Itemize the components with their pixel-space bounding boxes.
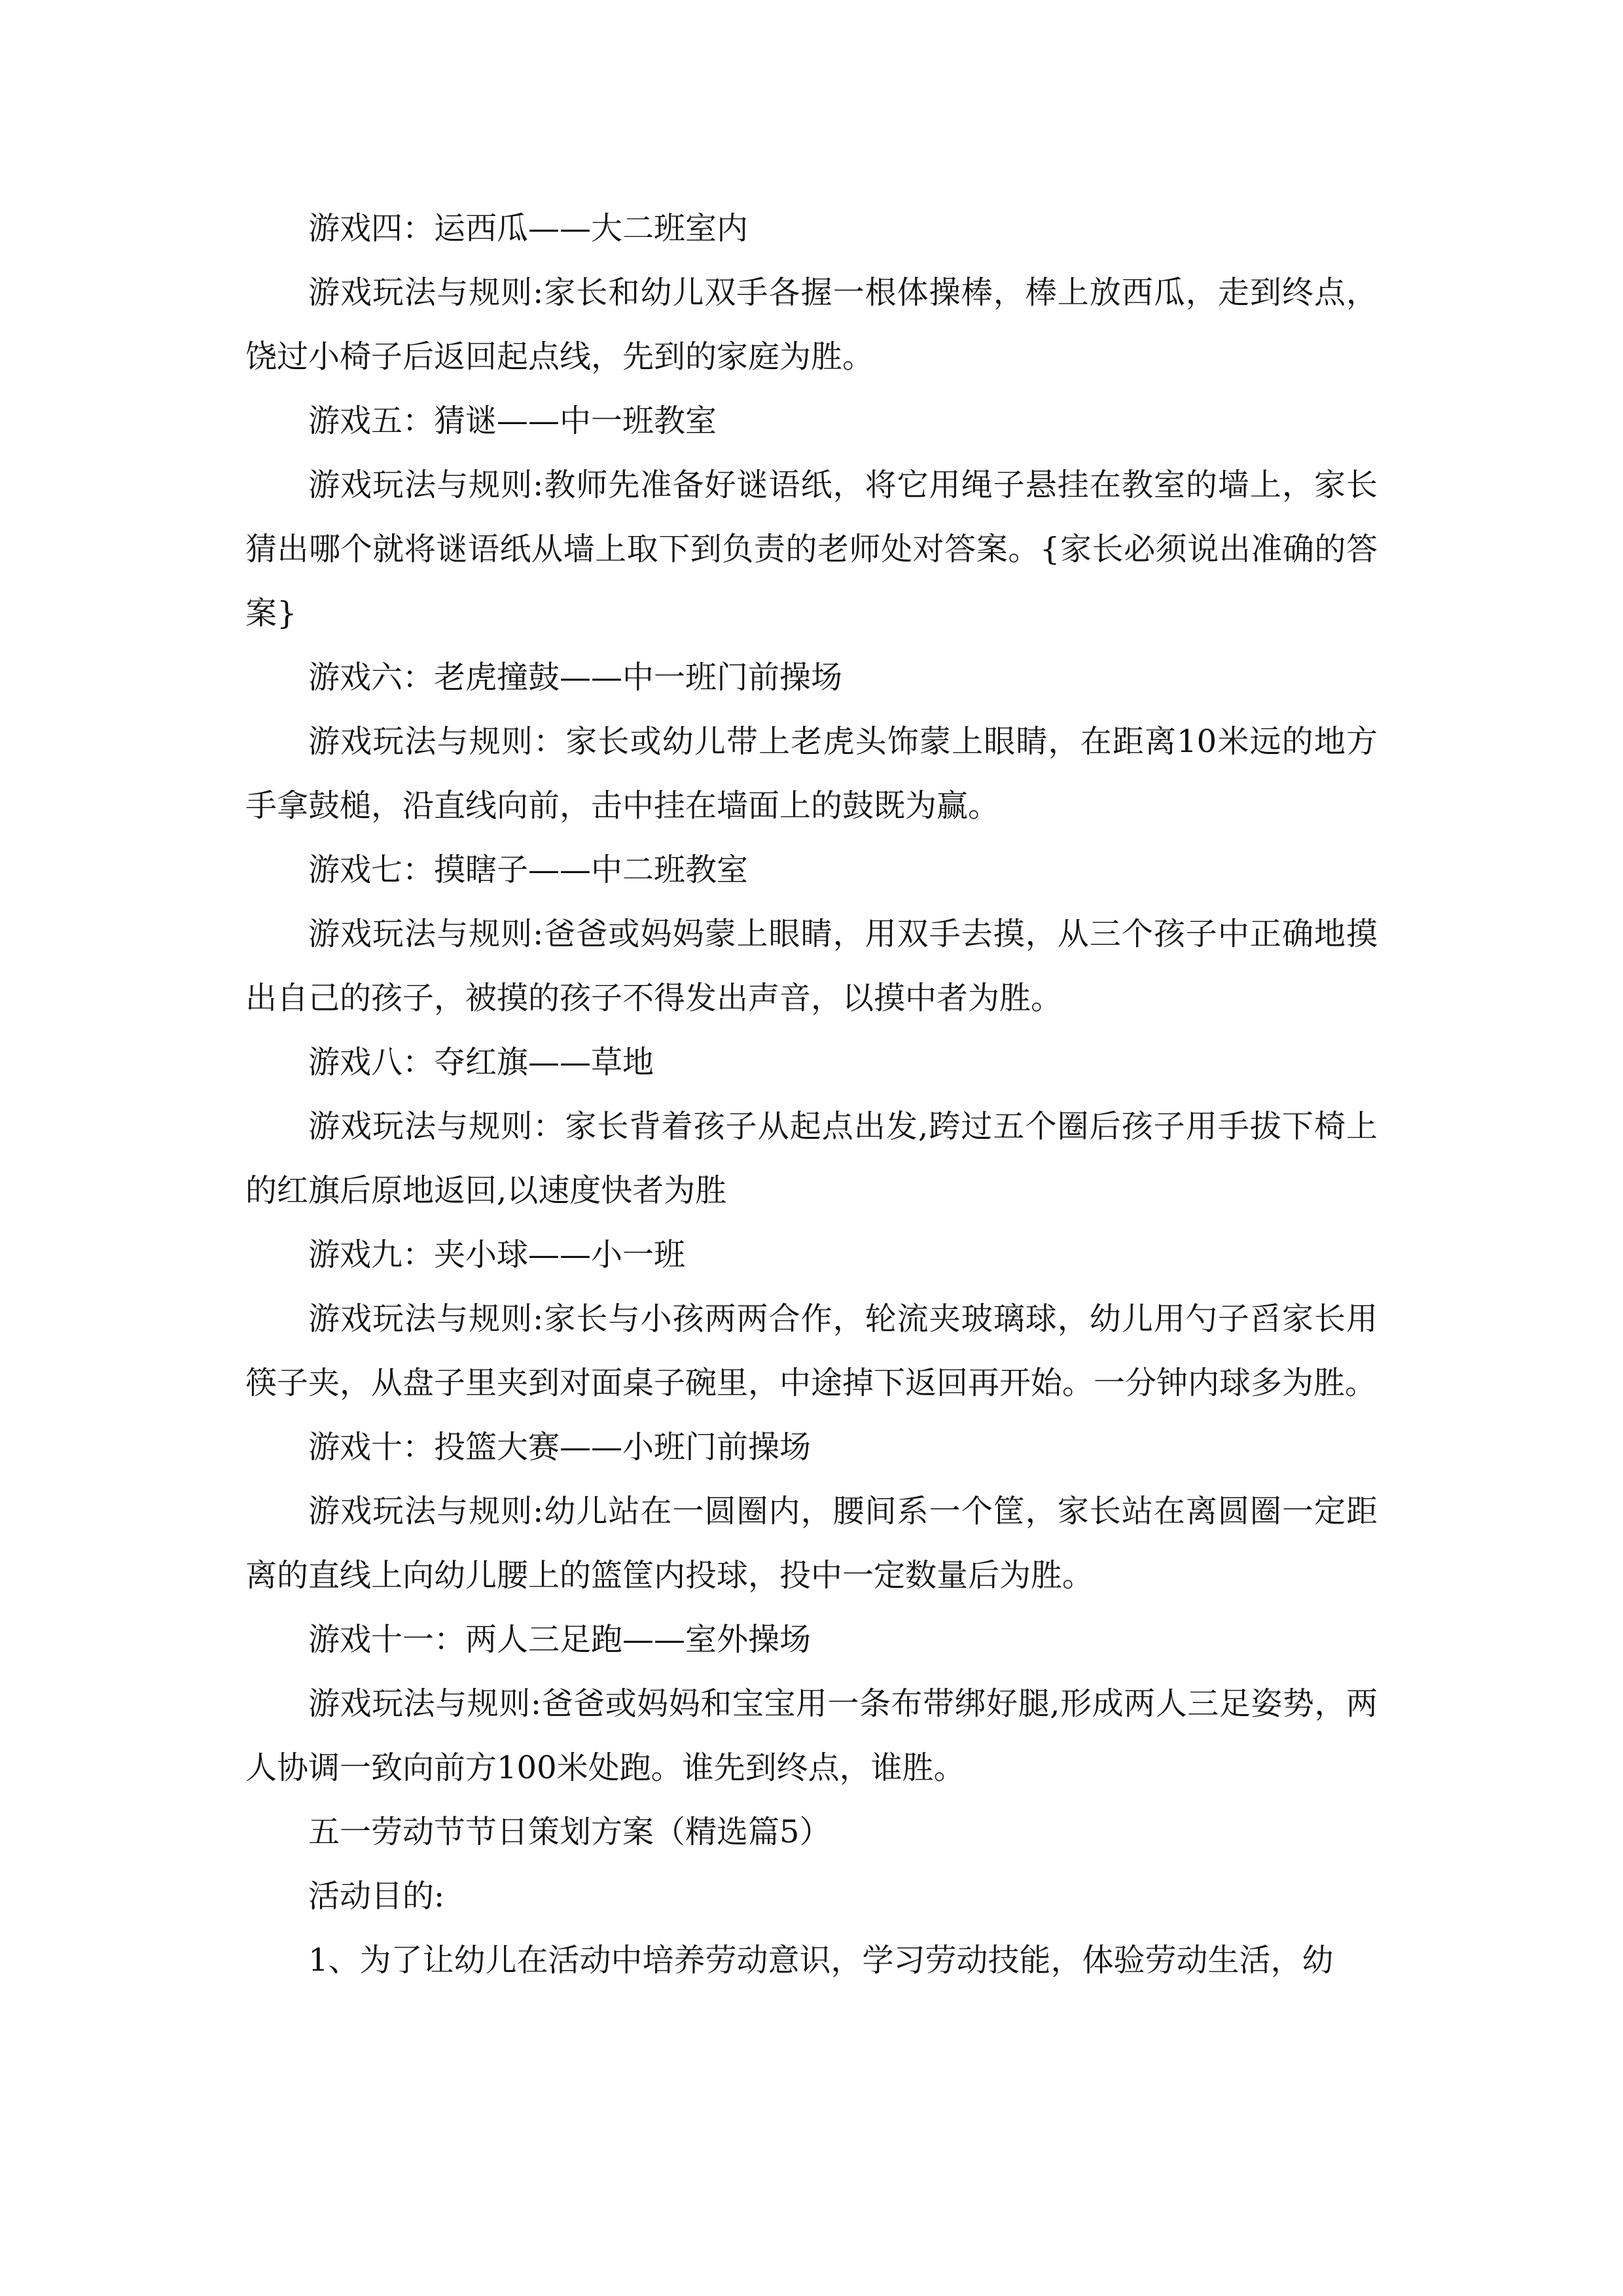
game-10-heading: 游戏十：投篮大赛——小班门前操场: [308, 1429, 812, 1465]
game-4-rules: 游戏玩法与规则:家长和幼儿双手各握一根体操棒，棒上放西瓜，走到终点，饶过小椅子后返回起点线，先到的家庭为胜。: [245, 274, 1378, 375]
game-7-heading: 游戏七：摸瞎子——中二班教室: [308, 852, 749, 888]
game-10-rules: 游戏玩法与规则:幼儿站在一圆圈内，腰间系一个筐，家长站在离圆圈一定距离的直线上向幼儿腰上的篮筐内投球，投中一定数量后为胜。: [245, 1493, 1378, 1594]
game-11-heading: 游戏十一：两人三足跑——室外操场: [308, 1621, 812, 1658]
game-5-rules: 游戏玩法与规则:教师先准备好谜语纸，将它用绳子悬挂在教室的墙上，家长猜出哪个就将谜语纸从墙上取下到负责的老师处对答案。{家长必须说出准确的答案}: [245, 467, 1378, 632]
activity-purpose-heading: 活动目的:: [308, 1878, 445, 1914]
game-7-rules: 游戏玩法与规则:爸爸或妈妈蒙上眼睛，用双手去摸，从三个孩子中正确地摸出自己的孩子，被摸的孩子不得发出声音，以摸中者为胜。: [245, 916, 1378, 1016]
game-4-heading: 游戏四：运西瓜——大二班室内: [308, 210, 749, 247]
game-6-rules: 游戏玩法与规则：家长或幼儿带上老虎头饰蒙上眼睛，在距离10米远的地方手拿鼓槌，沿直线向前，击中挂在墙面上的鼓既为赢。: [245, 723, 1378, 824]
game-9-rules: 游戏玩法与规则:家长与小孩两两合作，轮流夹玻璃球，幼儿用勺子舀家长用筷子夹，从盘子里夹到对面桌子碗里，中途掉下返回再开始。一分钟内球多为胜。: [245, 1300, 1378, 1401]
game-11-rules: 游戏玩法与规则:爸爸或妈妈和宝宝用一条布带绑好腿,形成两人三足姿势，两人协调一致向前方100米处跑。谁先到终点，谁胜。: [245, 1685, 1378, 1786]
game-8-rules: 游戏玩法与规则：家长背着孩子从起点出发,跨过五个圈后孩子用手拔下椅上的红旗后原地返回,以速度快者为胜: [245, 1108, 1378, 1209]
section-title: 五一劳动节节日策划方案（精选篇5）: [308, 1814, 831, 1850]
purpose-item-1: 1、为了让幼儿在活动中培养劳动意识，学习劳动技能，体验劳动生活，幼: [308, 1942, 1334, 1979]
game-6-heading: 游戏六：老虎撞鼓——中一班门前操场: [308, 659, 843, 696]
game-8-heading: 游戏八：夺红旗——草地: [308, 1044, 654, 1081]
game-9-heading: 游戏九：夹小球——小一班: [308, 1236, 686, 1273]
game-5-heading: 游戏五：猜谜——中一班教室: [308, 403, 717, 439]
document-body: [245, 196, 1378, 1992]
